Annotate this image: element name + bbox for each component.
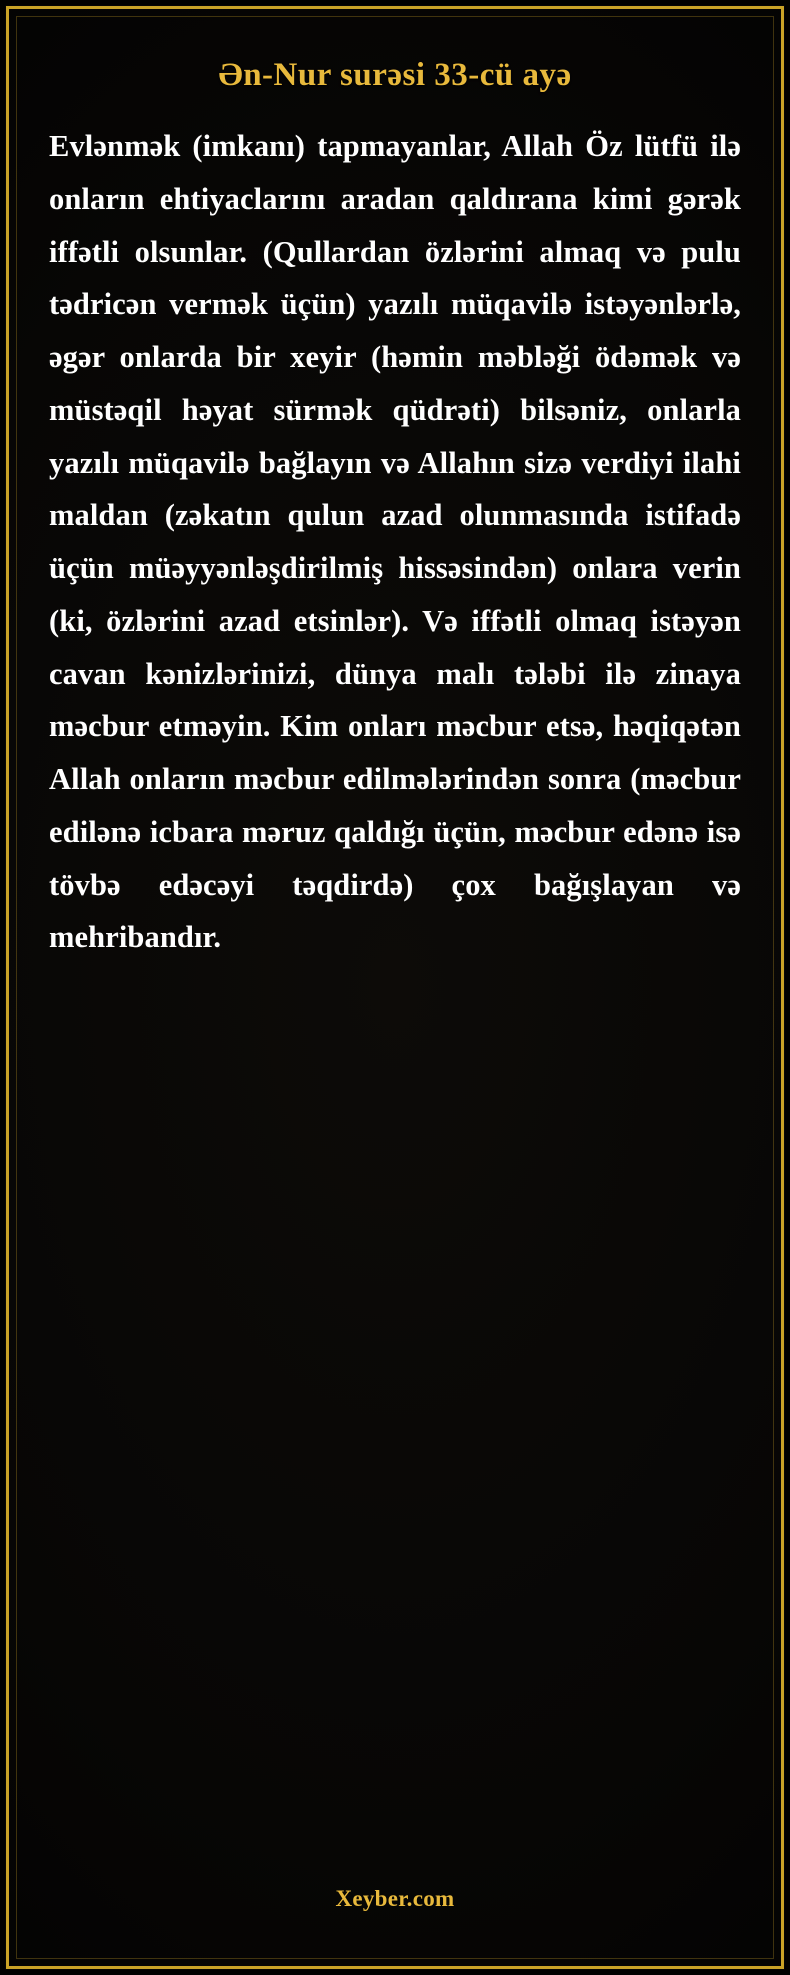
page-title: Ən-Nur surəsi 33-cü ayə: [218, 57, 572, 93]
verse-body-text: Evlənmək (imkanı) tapmayanlar, Allah Öz lütfü ilə onların ehtiyaclarını aradan qaldırana kimi gərək iffətli olsunlar. (Qullardan özlərini almaq və pulu tədricən vermək üçün) yazılı müqavilə istəyənlərlə, əgər onlarda bir xeyir (həmin məbləği ödəmək və müstəqil həyat sürmək qüdrəti) bilsəniz, onlarla yazılı müqavilə bağlayın və Allahın sizə verdiyi ilahi maldan (zəkatın qulun azad olunmasında istifadə üçün müəyyənləşdirilmiş hissəsindən) onlara verin (ki, özlərini azad etsinlər). Və iffətli olmaq istəyən cavan kənizlərinizi, dünya malı tələbi ilə zinaya məcbur etməyin. Kim onları məcbur etsə, həqiqətən Allah onların məcbur edilmələrindən sonra (məcbur edilənə icbara məruz qaldığı üçün, məcbur edənə isə tövbə edəcəyi təqdirdə) çox bağışlayan və mehribandır.: [49, 129, 741, 955]
site-brand[interactable]: Xeyber.com: [335, 1886, 455, 1911]
footer: [49, 1886, 741, 1950]
